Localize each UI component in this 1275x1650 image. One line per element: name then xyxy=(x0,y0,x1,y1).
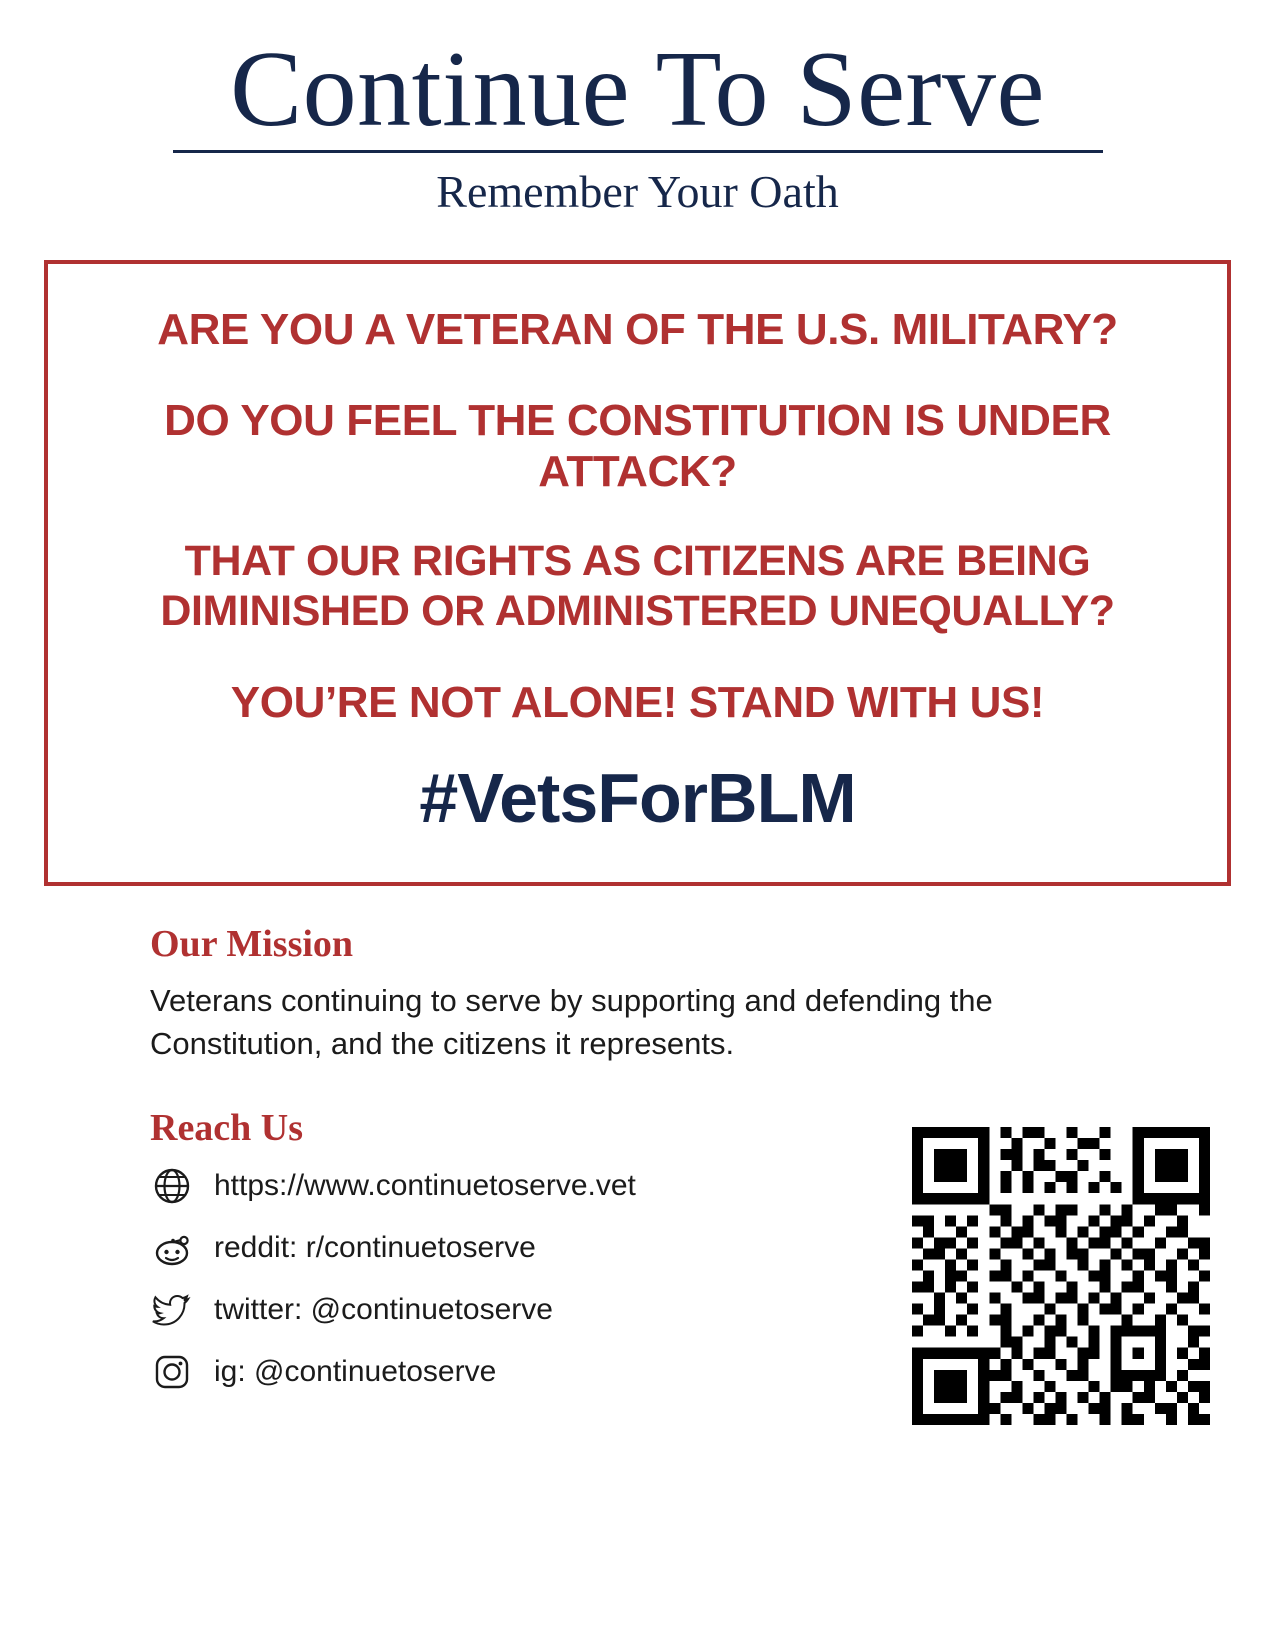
title-divider xyxy=(173,150,1103,153)
reach-section xyxy=(150,1106,1231,1436)
list-item[interactable] xyxy=(150,1164,636,1208)
poster-lower-section xyxy=(0,922,1275,1436)
page-title: Continue To Serve xyxy=(230,30,1045,149)
list-item[interactable] xyxy=(150,1226,636,1270)
reddit-handle: reddit: r/continuetoserve xyxy=(214,1230,536,1264)
instagram-handle: ig: @continuetoserve xyxy=(214,1354,497,1388)
callout-line-2: DO YOU FEEL THE CONSTITUTION IS UNDER ATTACK? xyxy=(164,396,1111,497)
reddit-icon xyxy=(150,1226,194,1270)
contact-list xyxy=(150,1164,636,1394)
page-subtitle: Remember Your Oath xyxy=(436,166,839,218)
list-item[interactable] xyxy=(150,1350,636,1394)
qr-code[interactable] xyxy=(901,1116,1221,1436)
hashtag-text: #VetsForBLM xyxy=(419,759,856,838)
callout-box xyxy=(44,260,1231,886)
reach-heading: Reach Us xyxy=(150,1106,304,1149)
mission-heading: Our Mission xyxy=(150,923,354,966)
poster-header xyxy=(0,0,1275,218)
list-item[interactable] xyxy=(150,1288,636,1332)
website-url: https://www.continuetoserve.vet xyxy=(214,1168,636,1202)
twitter-icon xyxy=(150,1288,194,1332)
reach-column xyxy=(150,1106,636,1412)
twitter-handle: twitter: @continuetoserve xyxy=(214,1292,553,1326)
callout-line-3: THAT OUR RIGHTS AS CITIZENS ARE BEING DIMINISHED OR ADMINISTERED UNEQUALLY? xyxy=(160,537,1115,636)
instagram-icon xyxy=(150,1350,194,1394)
callout-line-4: YOU’RE NOT ALONE! STAND WITH US! xyxy=(230,678,1045,728)
callout-line-1: ARE YOU A VETERAN OF THE U.S. MILITARY? xyxy=(157,305,1118,355)
globe-icon xyxy=(150,1164,194,1208)
mission-text: Veterans continuing to serve by supporting and defending the Constitution, and the citizens it represents. xyxy=(150,983,993,1061)
